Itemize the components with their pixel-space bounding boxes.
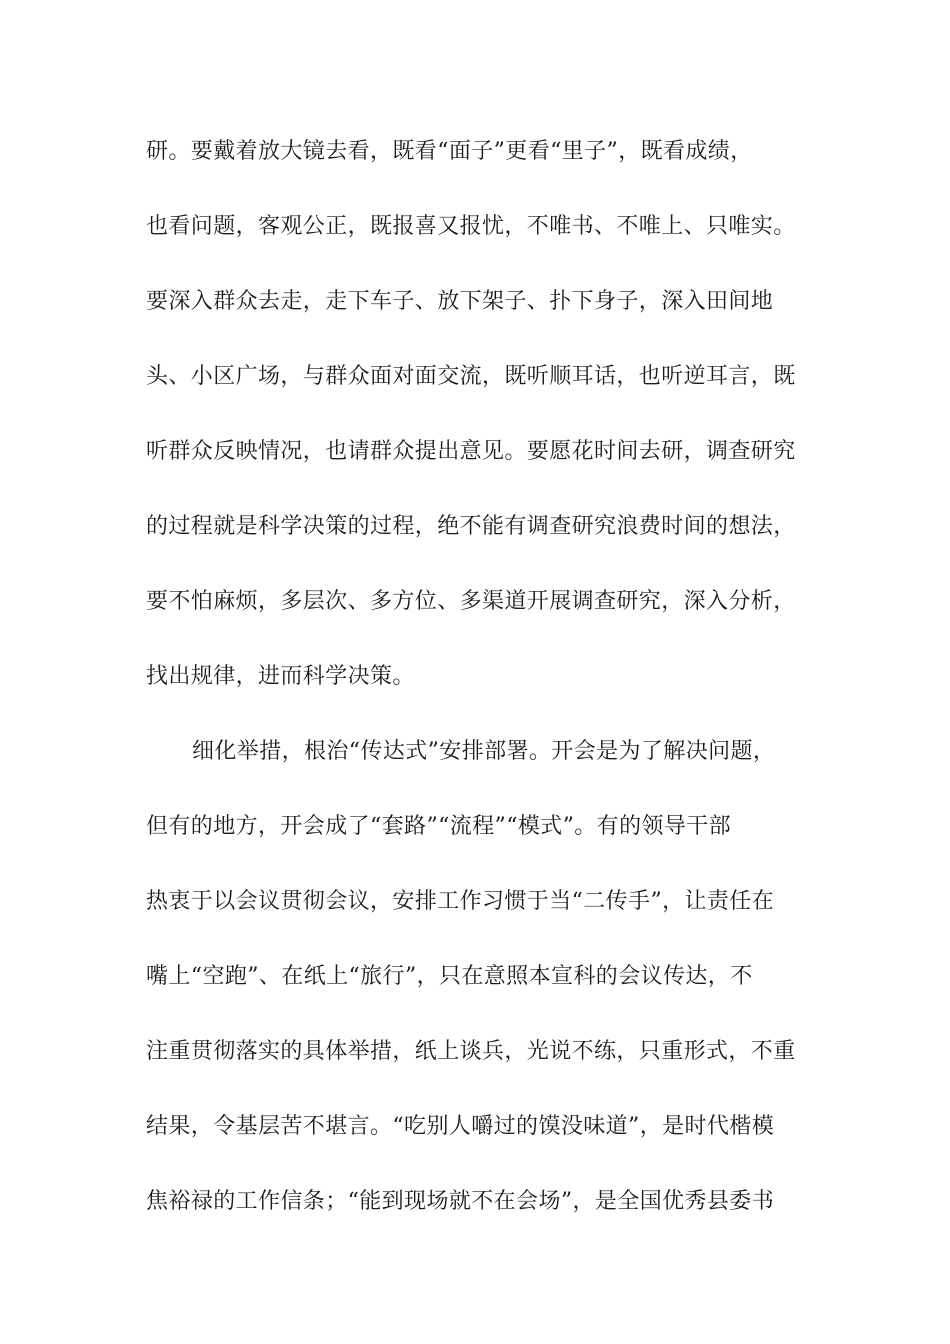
text-line: 但有的地方，开会成了“套路”“流程”“模式”。有的领导干部 xyxy=(146,814,732,839)
text-line: 结果，令基层苦不堪言。“吃别人嚼过的馍没味道”，是时代楷模 xyxy=(146,1114,775,1139)
text-line: 也看问题，客观公正，既报喜又报忧，不唯书、不唯上、只唯实。 xyxy=(146,214,796,239)
text-line: 找出规律，进而科学决策。 xyxy=(146,664,415,689)
text-line: 焦裕禄的工作信条；“能到现场就不在会场”，是全国优秀县委书 xyxy=(146,1189,775,1214)
body-text xyxy=(146,128,806,1253)
text-line: 的过程就是科学决策的过程，绝不能有调查研究浪费时间的想法， xyxy=(146,514,796,539)
text-line: 嘴上“空跑”、在纸上“旅行”，只在意照本宣科的会议传达，不 xyxy=(146,964,753,989)
text-line: 要深入群众去走，走下车子、放下架子、扑下身子，深入田间地 xyxy=(146,289,774,314)
text-line: 要不怕麻烦，多层次、多方位、多渠道开展调查研究，深入分析， xyxy=(146,589,796,614)
text-line: 研。要戴着放大镜去看，既看“面子”更看“里子”，既看成绩， xyxy=(146,139,753,164)
text-line: 头、小区广场，与群众面对面交流，既听顺耳话，也听逆耳言，既 xyxy=(146,364,796,389)
text-line: 听群众反映情况，也请群众提出意见。要愿花时间去研，调查研究 xyxy=(146,439,796,464)
text-line: 热衷于以会议贯彻会议，安排工作习惯于当“二传手”，让责任在 xyxy=(146,889,775,914)
text-line: 注重贯彻落实的具体举措，纸上谈兵，光说不练，只重形式，不重 xyxy=(146,1039,796,1064)
text-line-paragraph-start: 细化举措，根治“传达式”安排部署。开会是为了解决问题， xyxy=(192,739,776,764)
